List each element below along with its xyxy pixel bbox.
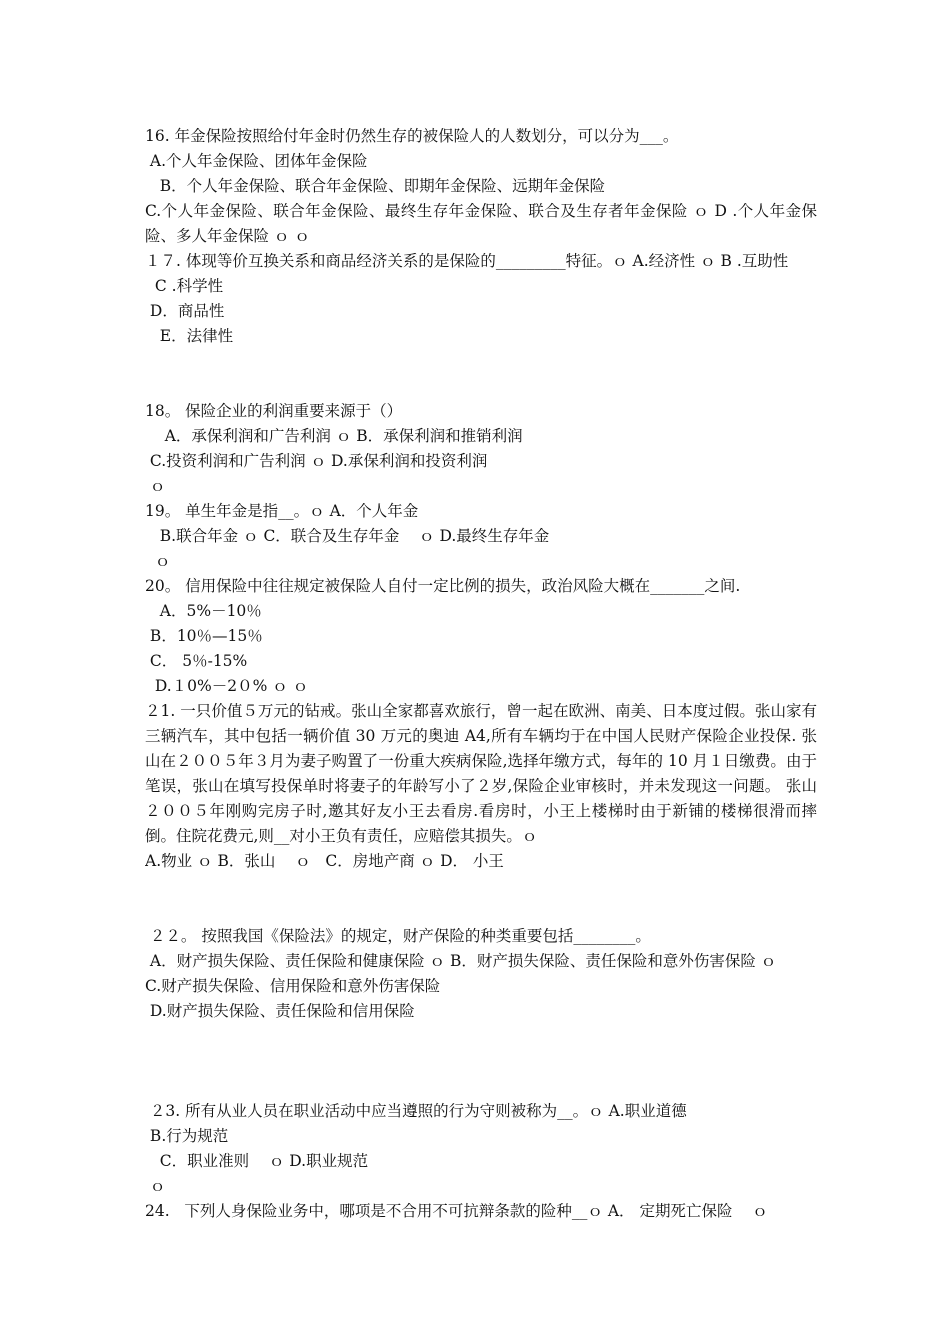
spacer xyxy=(145,349,817,399)
spacer xyxy=(145,874,817,924)
question-20-option-d: D.１0%－2０% ｏ ｏ xyxy=(145,677,309,695)
question-19-stem: 19。 单生年金是指__。ｏ A．个人年金 xyxy=(145,502,419,520)
document-body xyxy=(145,124,817,1224)
question-20-option-c: C． 5％-15% xyxy=(145,652,248,670)
question-20-option-a: A．5%－10％ xyxy=(145,602,262,620)
question-17-option-d: D．商品性 xyxy=(145,302,225,320)
question-18-stem: 18。 保险企业的利润重要来源于（） xyxy=(145,402,403,420)
paragraph-mark: ｏ xyxy=(145,552,171,570)
question-23-stem: ２3. 所有从业人员在职业活动中应当遵照的行为守则被称为__。ｏ A.职业道德 xyxy=(145,1102,687,1120)
question-23-option-cd: C．职业准则 ｏ D.职业规范 xyxy=(145,1152,369,1170)
question-16-option-cd: C.个人年金保险、联合年金保险、最终生存年金保险、联合及生存者年金保险 ｏ D .个人年金保险、多人年金保险 ｏ ｏ xyxy=(145,202,817,245)
question-16-option-b: B．个人年金保险、联合年金保险、即期年金保险、远期年金保险 xyxy=(145,177,606,195)
question-16-option-a: A.个人年金保险、团体年金保险 xyxy=(145,152,368,170)
question-17-stem: １７. 体现等价互换关系和商品经济关系的是保险的_________特征。ｏ A.经济性 ｏ B .互助性 xyxy=(145,252,789,270)
question-22-stem: ２２。 按照我国《保险法》的规定，财产保险的种类重要包括________。 xyxy=(145,927,651,945)
question-18-option-cd: C.投资利润和广告利润 ｏ D.承保利润和投资利润 xyxy=(145,452,488,470)
question-20-option-b: B．10％—15％ xyxy=(145,627,263,645)
spacer xyxy=(145,1074,817,1099)
question-18-option-ab: A．承保利润和广告利润 ｏ B．承保利润和推销利润 xyxy=(145,427,523,445)
question-17-option-c: C .科学性 xyxy=(145,277,224,295)
paragraph-mark: ｏ xyxy=(145,477,166,495)
question-21-stem: ２1. 一只价值５万元的钻戒。张山全家都喜欢旅行，曾一起在欧洲、南美、日本度过假。张山家有三辆汽车，其中包括一辆价值 30 万元的奥迪 A4,所有车辆均于在中国人民财产保险企业投保. 张山在２００５年３月为妻子购置了一份重大疾病保险,选择年缴方式，每年的 10 月１日缴费。由于笔误，张山在填写投保单时将妻子的年龄写小了２岁,保险企业审核时，并未发现这一问题。 张山２００５年刚购完房子时,邀其好友小王去看房.看房时，小王上楼梯时由于新铺的楼梯很滑而摔倒。住院花费元,则__对小王负有责任，应赔偿其损失。ｏ xyxy=(145,702,818,845)
question-16-stem: 16. 年金保险按照给付年金时仍然生存的被保险人的人数划分，可以分为___。 xyxy=(145,127,679,145)
question-23-option-b: B.行为规范 xyxy=(145,1127,229,1145)
paragraph-mark: ｏ xyxy=(145,1177,166,1195)
question-17-option-e: E．法律性 xyxy=(145,327,234,345)
question-20-stem: 20。 信用保险中往往规定被保险人自付一定比例的损失，政治风险大概在_______之间. xyxy=(145,577,741,595)
spacer xyxy=(145,1024,817,1074)
question-21-options: A.物业 ｏ B．张山 ｏ C．房地产商 ｏ D． 小王 xyxy=(145,852,504,870)
question-24-stem: 24. 下列人身保险业务中，哪项是不合用不可抗辩条款的险种__ｏ A． 定期死亡保险 ｏ xyxy=(145,1202,768,1220)
question-19-option-bcd: B.联合年金 ｏ C．联合及生存年金 ｏ D.最终生存年金 xyxy=(145,527,550,545)
question-22-option-ab: A．财产损失保险、责任保险和健康保险 ｏ B．财产损失保险、责任保险和意外伤害保险 ｏ xyxy=(145,952,777,970)
question-22-option-c: C.财产损失保险、信用保险和意外伤害保险 xyxy=(145,977,441,995)
question-22-option-d: D.财产损失保险、责任保险和信用保险 xyxy=(145,1002,415,1020)
